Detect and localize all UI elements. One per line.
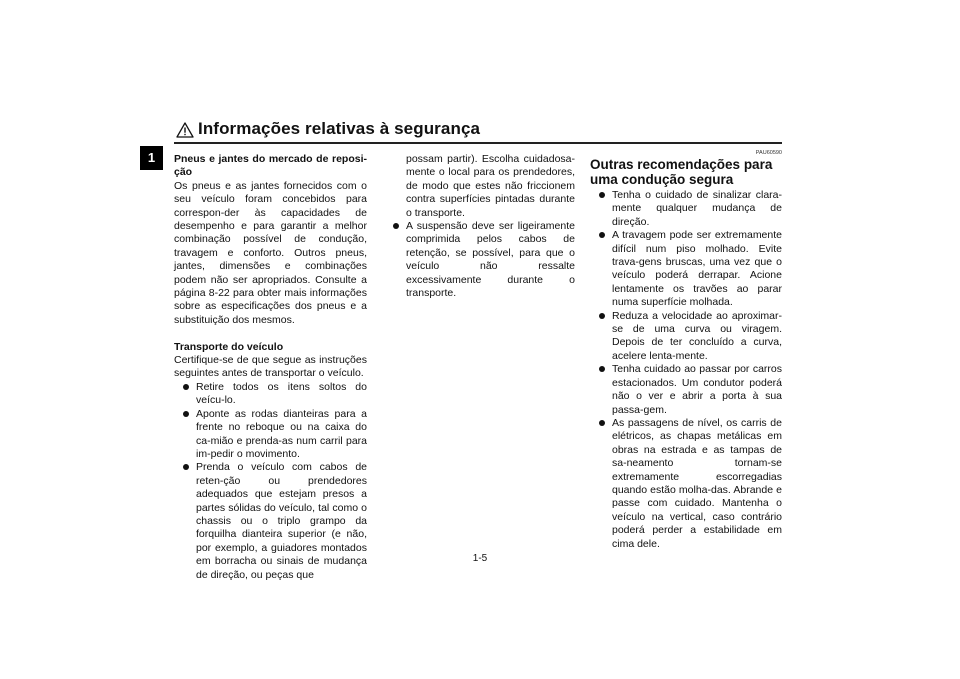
list-item: A travagem pode ser extremamente difícil num piso molhado. Evite trava-gens bruscas, uma vez que o veículo poderá derrapar. Acione lentamente os travões ao parar numa superfície molhada. <box>590 229 782 309</box>
column-right <box>590 150 782 551</box>
section-code: PAU60590 <box>755 150 782 156</box>
column-left <box>174 153 367 582</box>
list-item: Prenda o veículo com cabos de reten-ção ou prendedores adequados que estejam presos a partes sólidas do veículo, tal como o chassis ou o triplo grampo da forquilha dianteira superior (e não, por exemplo, a guiadores montados em borracha ou sinais de mudança de direção, ou peças que <box>174 461 367 582</box>
transport-list-continued <box>390 220 575 300</box>
column-middle <box>390 153 575 300</box>
list-item: As passagens de nível, os carris de elétricos, as chapas metálicas em obras na estrada e as tampas de sa-neamento tornam-se extremamente escorregadias quando estão molha-das. Abrande e passe com cuidado. Mantenha o veículo na vertical, caso contrário poderá perder a estabilidade em cima dele. <box>590 417 782 551</box>
transport-continuation: possam partir). Escolha cuidadosa-mente o local para os prendedores, de modo que estes não friccionem contra superfícies pintadas durante o transporte. <box>406 153 575 219</box>
list-item: Retire todos os itens soltos do veícu-lo. <box>174 381 367 408</box>
list-item: Aponte as rodas dianteiras para a frente no reboque ou na caixa do ca-mião e prenda-as num carril para im-pedir o movimento. <box>174 408 367 462</box>
list-item: Tenha cuidado ao passar por carros estacionados. Um condutor poderá não o ver e abrir a porta à sua passa-gem. <box>590 363 782 417</box>
aftermarket-body: Os pneus e as jantes fornecidos com o seu veículo foram concebidos para correspon-der às capacidades de desempenho e para garantir a melhor combinação possível de condução, travagem e conforto. Outros pneus, jantes, dimensões e combinações podem não ser apropriados. Consulte a página 8-22 para obter mais informações sobre as especificações dos pneus e a substituição dos mesmos. <box>174 179 367 326</box>
warning-triangle-icon <box>176 122 194 138</box>
list-item: A suspensão deve ser ligeiramente comprimida pelos cabos de retenção, se possível, para que o veículo não ressalte excessivamente durante o transporte. <box>390 220 575 300</box>
transport-list <box>174 381 367 582</box>
chapter-tab: 1 <box>140 146 163 170</box>
list-item: Reduza a velocidade ao aproximar-se de uma curva ou viragem. Depois de ter concluído a curva, acelere lenta-mente. <box>590 310 782 364</box>
list-item: Tenha o cuidado de sinalizar clara-mente qualquer mudança de direção. <box>590 189 782 229</box>
page-header <box>174 118 782 144</box>
transport-heading: Transporte do veículo <box>174 340 284 353</box>
page-title: Informações relativas à segurança <box>198 119 481 138</box>
section-title: Outras recomendações para uma condução segura <box>590 157 773 187</box>
page-number: 1-5 <box>472 553 488 564</box>
transport-body: Certifique-se de que segue as instruções seguintes antes de transportar o veículo. <box>174 354 367 380</box>
safety-list <box>590 189 782 551</box>
aftermarket-heading: Pneus e jantes do mercado de reposi-ção <box>174 153 367 179</box>
